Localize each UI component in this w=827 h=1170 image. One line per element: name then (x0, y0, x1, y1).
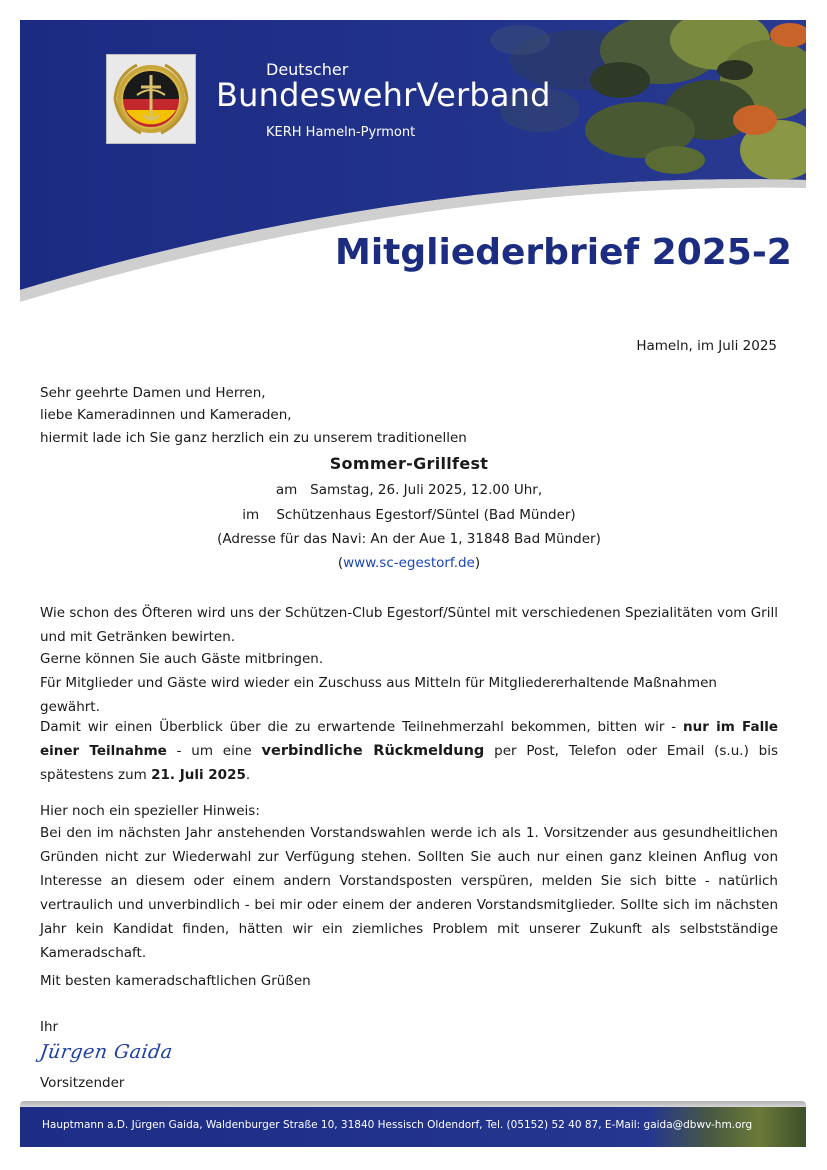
event-date-label: am (275, 482, 298, 498)
paragraph-registration (40, 715, 778, 787)
event-date (40, 482, 778, 498)
signer-role: Vorsitzender (40, 1075, 125, 1091)
signature: Jürgen Gaida (38, 1041, 175, 1063)
registration-bold-1: nur im Falle einer Teilnahme (40, 719, 778, 759)
header-banner (20, 20, 806, 310)
org-subdivision: KERH Hameln-Pyrmont (266, 125, 416, 140)
registration-bold-2: verbindliche Rückmeldung (261, 743, 485, 759)
event-place (40, 507, 778, 523)
registration-text-1: Damit wir einen Überblick über die zu erwartende Teilnehmerzahl bekommen, bitten wir - (40, 719, 683, 735)
event-place-label: im (242, 507, 260, 523)
website-link[interactable]: www.sc-egestorf.de (343, 555, 475, 571)
dbwv-emblem-icon (107, 55, 195, 143)
registration-deadline: 21. Juli 2025 (151, 767, 246, 783)
event-title: Sommer-Grillfest (329, 454, 489, 473)
footer (20, 1101, 806, 1149)
org-name-line1: Deutscher (266, 60, 349, 79)
event-date-value: Samstag, 26. Juli 2025, 12.00 Uhr, (310, 482, 543, 498)
registration-text-2: - um eine (166, 743, 262, 759)
closing-short: Ihr (40, 1019, 59, 1035)
registration-text-4: . (245, 767, 251, 783)
footer-contact: Hauptmann a.D. Jürgen Gaida, Waldenburger Straße 10, 31840 Hessisch Oldendorf, Tel. (05152) 52 40 87, E-Mail: gaida@dbwv-hm.org (42, 1119, 753, 1131)
event-place-value: Schützenhaus Egestorf/Süntel (Bad Münder) (276, 507, 576, 523)
registration-text-3: per Post, Telefon oder Email (s.u.) bis spätestens zum (40, 743, 778, 783)
note-heading: Hier noch ein spezieller Hinweis: (40, 803, 260, 819)
letter-date: Hameln, im Juli 2025 (636, 338, 777, 354)
org-name-main: BundeswehrVerband (216, 76, 551, 114)
paragraph-subsidy: Für Mitglieder und Gäste wird wieder ein Zuschuss aus Mitteln für Mitgliedererhaltende Maßnahmen gewährt. (40, 675, 717, 715)
closing-text: Mit besten kameradschaftlichen Grüßen (40, 973, 311, 989)
paragraph-guests: Gerne können Sie auch Gäste mitbringen. (40, 651, 324, 667)
document-title: Mitgliederbrief 2025-2 (335, 232, 792, 273)
paren-open: ( (337, 555, 344, 571)
intro-text: hiermit lade ich Sie ganz herzlich ein zu unserem traditionellen (40, 430, 467, 446)
paragraph-catering: Wie schon des Öfteren wird uns der Schützen-Club Egestorf/Süntel mit verschiedenen Spezialitäten vom Grill und mit Getränken bewirten. (40, 605, 778, 645)
salutation-1: Sehr geehrte Damen und Herren, (40, 385, 266, 401)
event-address: (Adresse für das Navi: An der Aue 1, 31848 Bad Münder) (217, 531, 601, 547)
salutation-2: liebe Kameradinnen und Kameraden, (40, 407, 292, 423)
note-body: Bei den im nächsten Jahr anstehenden Vorstandswahlen werde ich als 1. Vorsitzender aus gesundheitlichen Gründen nicht zur Wiederwahl zur Verfügung stehen. Sollten Sie auch nur einen ganz kleinen Anflug von Interesse an diesem oder einem andern Vorstandsposten verspüren, melden Sie sich bitte - natürlich vertraulich und unverbindlich - bei mir oder einem der anderen Vorstandsmitglieder. Sollte sich im nächsten Jahr kein Kandidat finden, hätten wir ein ziemliches Problem mit unserer Zukunft als selbstständige Kameradschaft. (40, 825, 778, 961)
logo-box (106, 54, 196, 144)
paren-close: ) (474, 555, 481, 571)
event-website-line (40, 555, 778, 571)
